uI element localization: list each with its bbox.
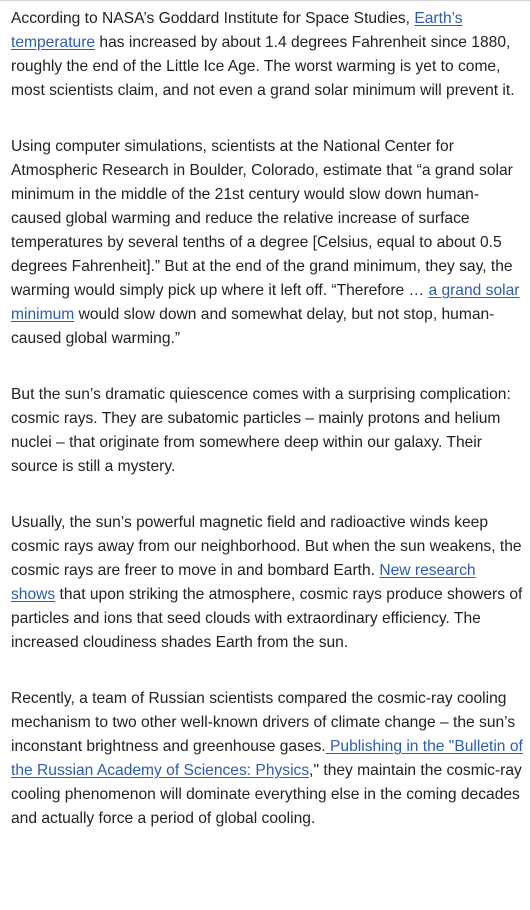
paragraph-5 bbox=[11, 687, 523, 831]
paragraph-4-text-1: Usually, the sun’s powerful magnetic field and radioactive winds keep cosmic rays away from our neighborhood. But when the sun weakens, the cosmic rays are freer to move in and bombard Earth. bbox=[11, 514, 522, 579]
paragraph-2-text-1: Using computer simulations, scientists at the National Center for Atmospheric Research in Boulder, Colorado, estimate that “a grand solar minimum in the middle of the 21st century would slow down human-caused global warming and reduce the relative increase of surface temperatures by several tenths of a degree [Celsius, equal to about 0.5 degrees Fahrenheit].” But at the end of the grand minimum, they say, the warming would simply pick up where it left off. “Therefore … bbox=[11, 138, 513, 299]
paragraph-4 bbox=[11, 511, 523, 655]
paragraph-2-text-2: would slow down and somewhat delay, but not stop, human-caused global warming.” bbox=[11, 306, 495, 347]
bulletin-russian-academy-link[interactable]: Publishing in the "Bulletin of the Russian Academy of Sciences: Physics bbox=[11, 738, 523, 779]
paragraph-5-text-1: Recently, a team of Russian scientists compared the cosmic-ray cooling mechanism to two other well-known drivers of climate change – the sun’s inconstant brightness and greenhouse gases. bbox=[11, 690, 516, 755]
frame-top-border bbox=[0, 0, 531, 1]
paragraph-3 bbox=[11, 383, 523, 479]
new-research-shows-link[interactable]: New research shows bbox=[11, 562, 476, 603]
paragraph-3-text-1: But the sun’s dramatic quiescence comes with a surprising complication: cosmic rays. They are subatomic particles – mainly protons and helium nuclei – that originate from somewhere deep within our galaxy. Their source is still a mystery. bbox=[11, 386, 511, 475]
paragraph-1 bbox=[11, 7, 523, 103]
paragraph-1-text-2: has increased by about 1.4 degrees Fahrenheit since 1880, roughly the end of the Little Ice Age. The worst warming is yet to come, most scientists claim, and not even a grand solar minimum will prevent it. bbox=[11, 34, 515, 99]
earths-temperature-link[interactable]: Earth’s temperature bbox=[11, 10, 463, 51]
grand-solar-minimum-link[interactable]: a grand solar minimum bbox=[11, 282, 520, 323]
paragraph-5-text-2: ," they maintain the cosmic-ray cooling phenomenon will dominate everything else in the coming decades and actually force a period of global cooling. bbox=[11, 762, 522, 827]
paragraph-4-text-2: that upon striking the atmosphere, cosmic rays produce showers of particles and ions that seed clouds with extraordinary efficiency. The increased cloudiness shades Earth from the sun. bbox=[11, 586, 523, 651]
paragraph-2 bbox=[11, 135, 523, 351]
paragraph-1-text-1: According to NASA’s Goddard Institute for Space Studies, bbox=[11, 10, 415, 27]
article-body bbox=[11, 7, 523, 863]
